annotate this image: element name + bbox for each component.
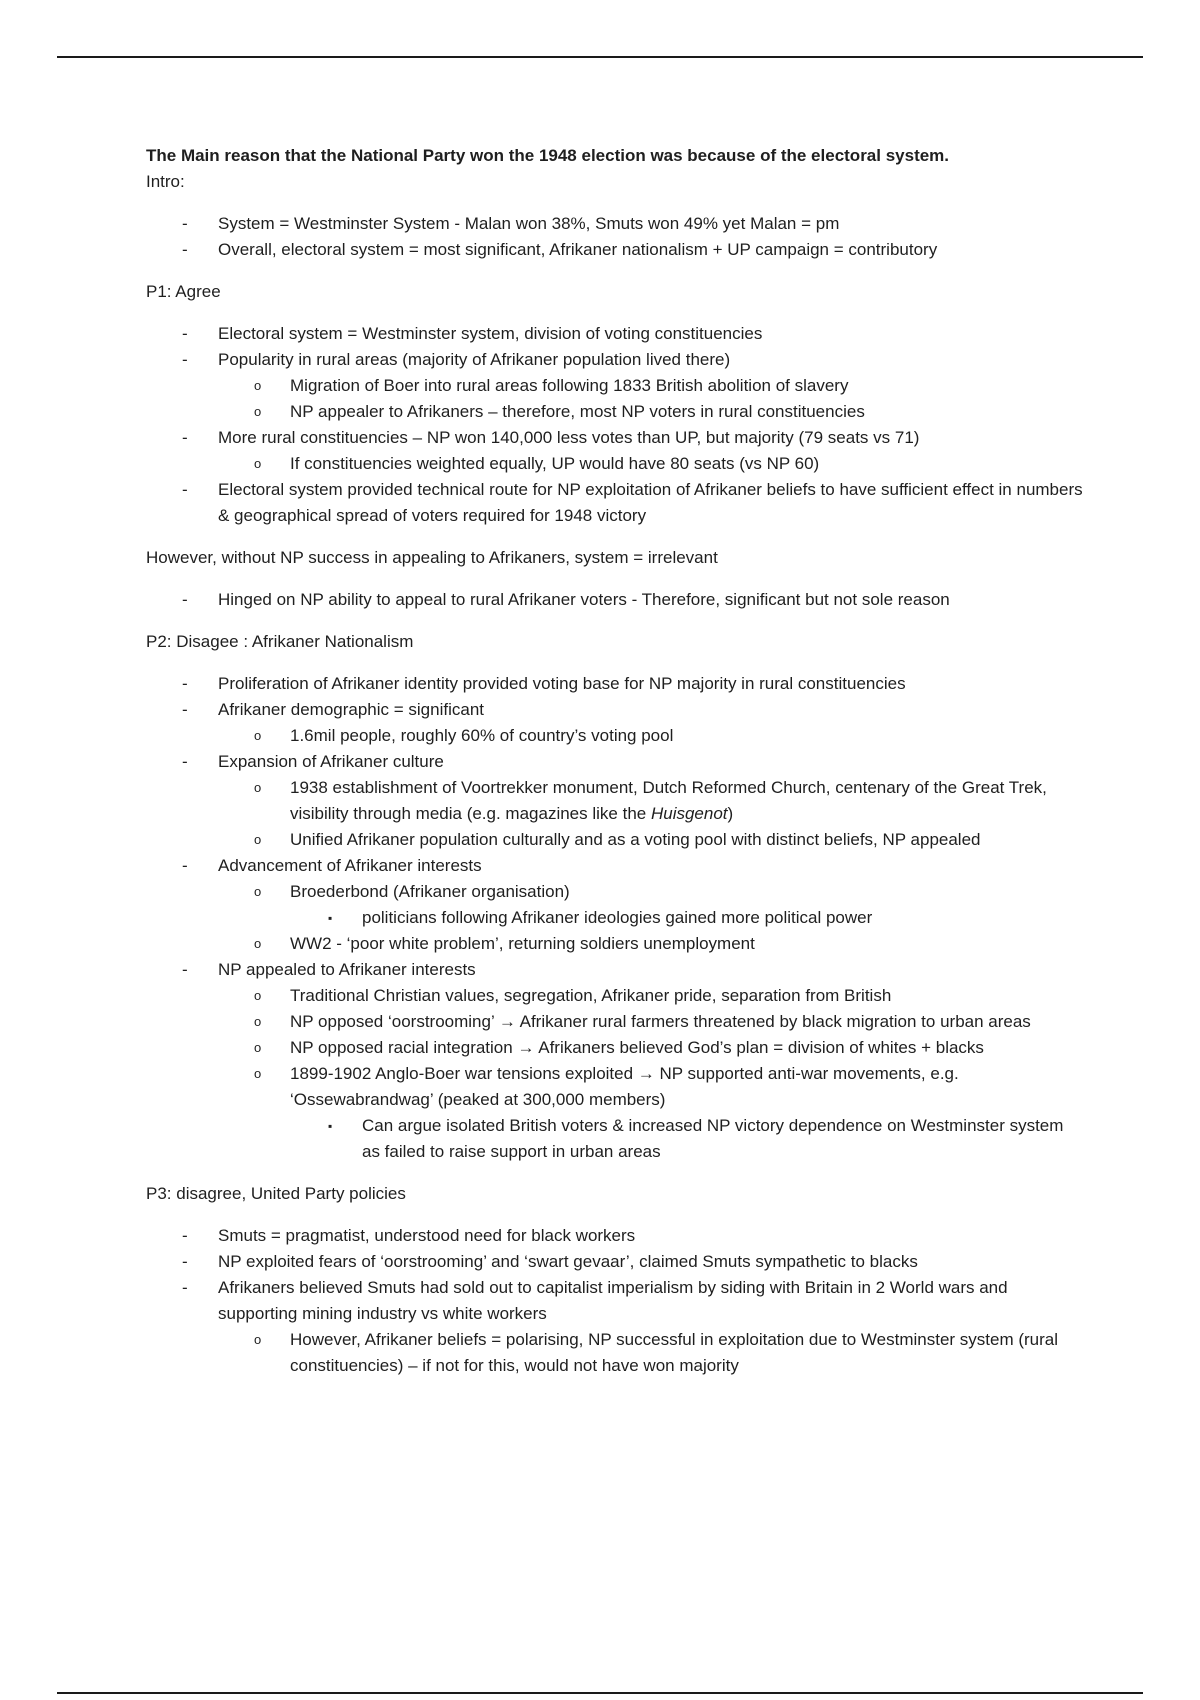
dash-bullet: - (182, 960, 188, 979)
document-body (146, 143, 1086, 1379)
sub-sub-list-item: ▪ Can argue isolated British voters & increased NP victory dependence on Westminster system as failed to raise support in urban areas (146, 1113, 1086, 1165)
list-item: - Afrikaners believed Smuts had sold out to capitalist imperialism by siding with Britain in 2 World wars and supporting mining industry vs white workers (146, 1275, 1086, 1327)
dash-bullet: - (182, 856, 188, 875)
circle-bullet: o (254, 456, 262, 471)
list-item: - Overall, electoral system = most significant, Afrikaner nationalism + UP campaign = contributory (146, 237, 1086, 263)
dash-bullet: - (182, 350, 188, 369)
list-item: - Electoral system = Westminster system, division of voting constituencies (146, 321, 1086, 347)
list-item: - More rural constituencies – NP won 140,000 less votes than UP, but majority (79 seats vs 71) (146, 425, 1086, 451)
sub-list-item: o Traditional Christian values, segregation, Afrikaner pride, separation from British (146, 983, 1086, 1009)
p3-list (146, 1223, 1086, 1379)
list-item: - System = Westminster System - Malan won 38%, Smuts won 49% yet Malan = pm (146, 211, 1086, 237)
list-item: - Popularity in rural areas (majority of Afrikaner population lived there) (146, 347, 1086, 373)
however-paragraph: However, without NP success in appealing to Afrikaners, system = irrelevant (146, 548, 718, 567)
circle-bullet: o (254, 378, 262, 393)
sub-list-item: o 1938 establishment of Voortrekker monument, Dutch Reformed Church, centenary of the Great Trek, visibility through media (e.g. magazines like the Huisgenot) (146, 775, 1086, 827)
dash-bullet: - (182, 1226, 188, 1245)
section-heading-p1: P1: Agree (146, 282, 221, 301)
intro-label: Intro: (146, 172, 185, 191)
section-heading-p3: P3: disagree, United Party policies (146, 1184, 406, 1203)
sub-list-item: o 1899-1902 Anglo-Boer war tensions exploited → NP supported anti-war movements, e.g. ‘Ossewabrandwag’ (peaked at 300,000 members) (146, 1061, 1086, 1113)
intro-list (146, 211, 1086, 263)
dash-bullet: - (182, 752, 188, 771)
dash-bullet: - (182, 674, 188, 693)
list-item: - NP appealed to Afrikaner interests (146, 957, 1086, 983)
sub-list-item: o NP appealer to Afrikaners – therefore, most NP voters in rural constituencies (146, 399, 1086, 425)
dash-bullet: - (182, 324, 188, 343)
footer-rule (57, 1692, 1143, 1694)
circle-bullet: o (254, 1014, 262, 1029)
circle-bullet: o (254, 1332, 262, 1347)
p1-list (146, 321, 1086, 529)
circle-bullet: o (254, 988, 262, 1003)
circle-bullet: o (254, 832, 262, 847)
section-heading-p2: P2: Disagee : Afrikaner Nationalism (146, 632, 414, 651)
circle-bullet: o (254, 884, 262, 899)
sub-sub-list-item: ▪ politicians following Afrikaner ideologies gained more political power (146, 905, 1086, 931)
sub-list-item: o If constituencies weighted equally, UP would have 80 seats (vs NP 60) (146, 451, 1086, 477)
italic-title: Huisgenot (650, 804, 728, 823)
list-item: - Expansion of Afrikaner culture (146, 749, 1086, 775)
dash-bullet: - (182, 590, 188, 609)
dash-bullet: - (182, 480, 188, 499)
list-item: - Advancement of Afrikaner interests (146, 853, 1086, 879)
however-list (146, 587, 1086, 613)
circle-bullet: o (254, 780, 262, 795)
sub-list-item: o Unified Afrikaner population culturally and as a voting pool with distinct beliefs, NP appealed (146, 827, 1086, 853)
list-item: - Smuts = pragmatist, understood need for black workers (146, 1223, 1086, 1249)
square-bullet: ▪ (328, 1119, 333, 1133)
sub-list-item: o 1.6mil people, roughly 60% of country’s voting pool (146, 723, 1086, 749)
circle-bullet: o (254, 728, 262, 743)
square-bullet: ▪ (328, 911, 333, 925)
dash-bullet: - (182, 1278, 188, 1297)
sub-list-item: o Migration of Boer into rural areas following 1833 British abolition of slavery (146, 373, 1086, 399)
list-item: - Hinged on NP ability to appeal to rural Afrikaner voters - Therefore, significant but not sole reason (146, 587, 1086, 613)
sub-list-item: o NP opposed racial integration → Afrikaners believed God’s plan = division of whites + blacks (146, 1035, 1086, 1061)
circle-bullet: o (254, 936, 262, 951)
dash-bullet: - (182, 240, 188, 259)
list-item: - Proliferation of Afrikaner identity provided voting base for NP majority in rural constituencies (146, 671, 1086, 697)
list-item: - NP exploited fears of ‘oorstrooming’ and ‘swart gevaar’, claimed Smuts sympathetic to blacks (146, 1249, 1086, 1275)
dash-bullet: - (182, 214, 188, 233)
circle-bullet: o (254, 1066, 262, 1081)
circle-bullet: o (254, 404, 262, 419)
circle-bullet: o (254, 1040, 262, 1055)
sub-list-item: o However, Afrikaner beliefs = polarising, NP successful in exploitation due to Westminster system (rural constituencies) – if not for this, would not have won majority (146, 1327, 1086, 1379)
dash-bullet: - (182, 700, 188, 719)
header-rule (57, 56, 1143, 58)
sub-list-item: o NP opposed ‘oorstrooming’ → Afrikaner rural farmers threatened by black migration to urban areas (146, 1009, 1086, 1035)
dash-bullet: - (182, 428, 188, 447)
list-item: - Afrikaner demographic = significant (146, 697, 1086, 723)
document-title: The Main reason that the National Party won the 1948 election was because of the electoral system. (146, 146, 950, 165)
sub-list-item: o Broederbond (Afrikaner organisation) (146, 879, 1086, 905)
p2-list (146, 671, 1086, 1165)
sub-list-item: o WW2 - ‘poor white problem’, returning soldiers unemployment (146, 931, 1086, 957)
dash-bullet: - (182, 1252, 188, 1271)
list-item: - Electoral system provided technical route for NP exploitation of Afrikaner beliefs to have sufficient effect in numbers & geographical spread of voters required for 1948 victory (146, 477, 1086, 529)
